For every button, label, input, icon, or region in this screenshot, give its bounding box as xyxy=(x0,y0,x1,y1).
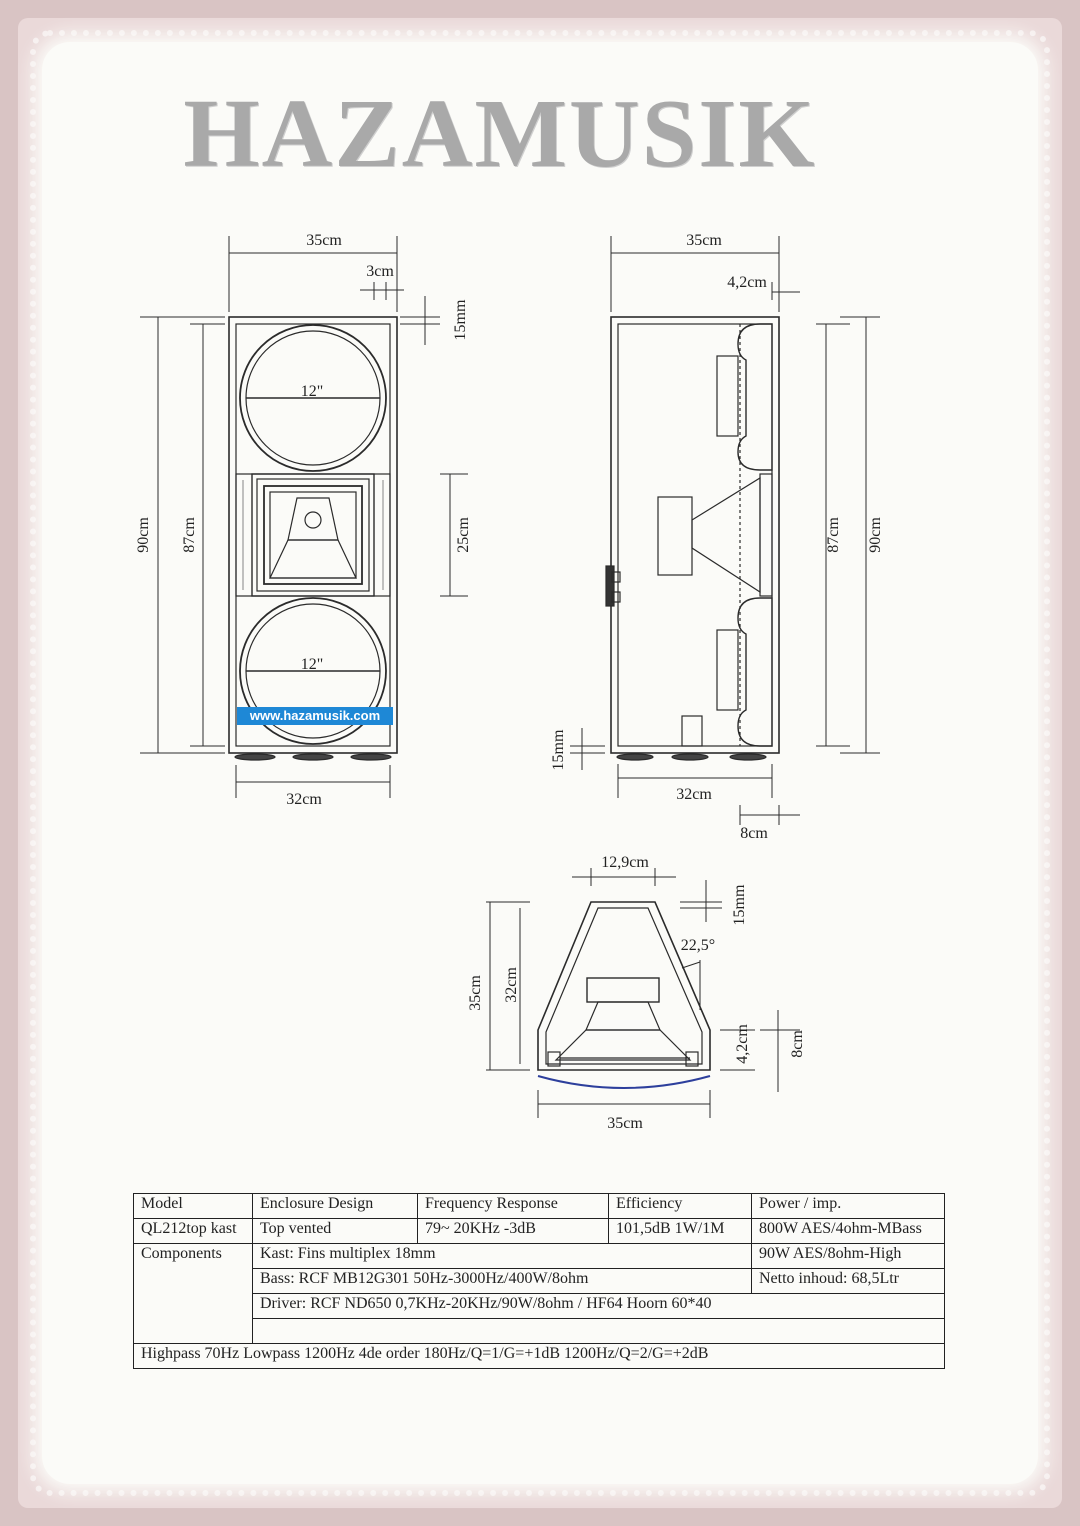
side-baffle-label: 4,2cm xyxy=(727,274,767,291)
enclosure-value: Top vented xyxy=(253,1219,418,1244)
table-row xyxy=(134,1294,945,1319)
horn-driver xyxy=(658,497,692,575)
lower-magnet xyxy=(717,630,738,710)
horn-driver-top xyxy=(587,978,659,1002)
website-badge[interactable]: www.hazamusik.com xyxy=(237,707,393,725)
horn-mouth xyxy=(760,474,772,596)
horn-throat-upper xyxy=(288,498,338,540)
frequency-value: 79~ 20KHz -3dB xyxy=(418,1219,609,1244)
horn-throat-lower xyxy=(270,540,356,578)
terminal-block xyxy=(682,716,702,746)
efficiency-value: 101,5dB 1W/1M xyxy=(609,1219,752,1244)
header-power: Power / imp. xyxy=(752,1194,945,1219)
header-frequency: Frequency Response xyxy=(418,1194,609,1219)
kast-value: Kast: Fins multiplex 18mm xyxy=(253,1244,752,1269)
bass-value: Bass: RCF MB12G301 50Hz-3000Hz/400W/8ohm xyxy=(253,1269,752,1294)
lower-woofer-profile xyxy=(738,598,772,746)
front-panel-label: 3cm xyxy=(366,263,394,280)
table-row xyxy=(134,1319,945,1344)
empty-cell xyxy=(253,1319,945,1344)
top-back-width-label: 35cm xyxy=(607,1115,643,1132)
table-row xyxy=(134,1219,945,1244)
side-cabinet-outline xyxy=(611,317,779,753)
top-depth-inner-label: 32cm xyxy=(503,967,520,1003)
header-model: Model xyxy=(134,1194,253,1219)
side-foot-center xyxy=(672,754,708,760)
side-offset-label: 8cm xyxy=(740,825,768,842)
side-width-label: 35cm xyxy=(686,232,722,249)
side-bottom-panel-label: 15mm xyxy=(550,729,567,771)
top-offset-a-label: 4,2cm xyxy=(734,1024,751,1064)
horn-flare-inner xyxy=(270,492,356,578)
top-view xyxy=(486,868,800,1118)
top-cabinet-outline xyxy=(538,902,710,1070)
side-foot-left xyxy=(617,754,653,760)
volume-value: Netto inhoud: 68,5Ltr xyxy=(752,1269,945,1294)
front-width-label: 35cm xyxy=(306,232,342,249)
upper-driver-label: 12" xyxy=(300,383,324,400)
upper-magnet xyxy=(717,356,738,436)
table-row xyxy=(134,1244,945,1269)
horn-neck-top xyxy=(586,1002,660,1030)
spec-table xyxy=(133,1193,945,1369)
horn-frame xyxy=(257,479,369,591)
top-front-width-label: 12,9cm xyxy=(601,854,649,871)
upper-woofer-profile xyxy=(738,324,772,470)
power-high-value: 90W AES/8ohm-High xyxy=(752,1244,945,1269)
side-height-inner-label: 87cm xyxy=(825,517,842,553)
table-header-row xyxy=(134,1194,945,1219)
front-height-inner-label: 87cm xyxy=(181,517,198,553)
foot-left xyxy=(235,754,275,760)
top-offset-b-label: 8cm xyxy=(789,1030,806,1058)
side-bottom-width-label: 32cm xyxy=(676,786,712,803)
horn-driver-throat xyxy=(305,512,321,528)
lower-driver-label: 12" xyxy=(300,656,324,673)
top-cabinet-inner xyxy=(546,908,702,1064)
horn-profile xyxy=(692,478,760,592)
horn-mouth-top xyxy=(556,1030,690,1060)
components-label: Components xyxy=(134,1244,253,1344)
foot-center xyxy=(293,754,333,760)
foot-right xyxy=(351,754,391,760)
table-row xyxy=(134,1269,945,1294)
top-depth-outer-label: 35cm xyxy=(467,975,484,1011)
header-efficiency: Efficiency xyxy=(609,1194,752,1219)
driver-value: Driver: RCF ND650 0,7KHz-20KHz/90W/8ohm / HF64 Hoorn 60*40 xyxy=(253,1294,945,1319)
top-panel-label: 15mm xyxy=(731,884,748,926)
front-bottom-width-label: 32cm xyxy=(286,791,322,808)
side-cabinet-inner xyxy=(618,324,772,746)
horn-flare xyxy=(264,486,362,584)
power-value: 800W AES/4ohm-MBass xyxy=(752,1219,945,1244)
side-height-outer-label: 90cm xyxy=(867,517,884,553)
front-top-panel-label: 15mm xyxy=(452,299,469,341)
header-enclosure: Enclosure Design xyxy=(253,1194,418,1219)
front-height-outer-label: 90cm xyxy=(135,517,152,553)
curved-grille xyxy=(538,1076,710,1088)
filter-value: Highpass 70Hz Lowpass 1200Hz 4de order 180Hz/Q=1/G=+1dB 1200Hz/Q=2/G=+2dB xyxy=(134,1344,945,1369)
table-row xyxy=(134,1344,945,1369)
top-angle-label: 22,5° xyxy=(680,937,716,954)
model-value: QL212top kast xyxy=(134,1219,253,1244)
brand-title: HAZAMUSIK xyxy=(183,80,817,188)
top-dimensions xyxy=(486,868,800,1118)
side-foot-right xyxy=(730,754,766,760)
horn-height-label: 25cm xyxy=(455,517,472,553)
